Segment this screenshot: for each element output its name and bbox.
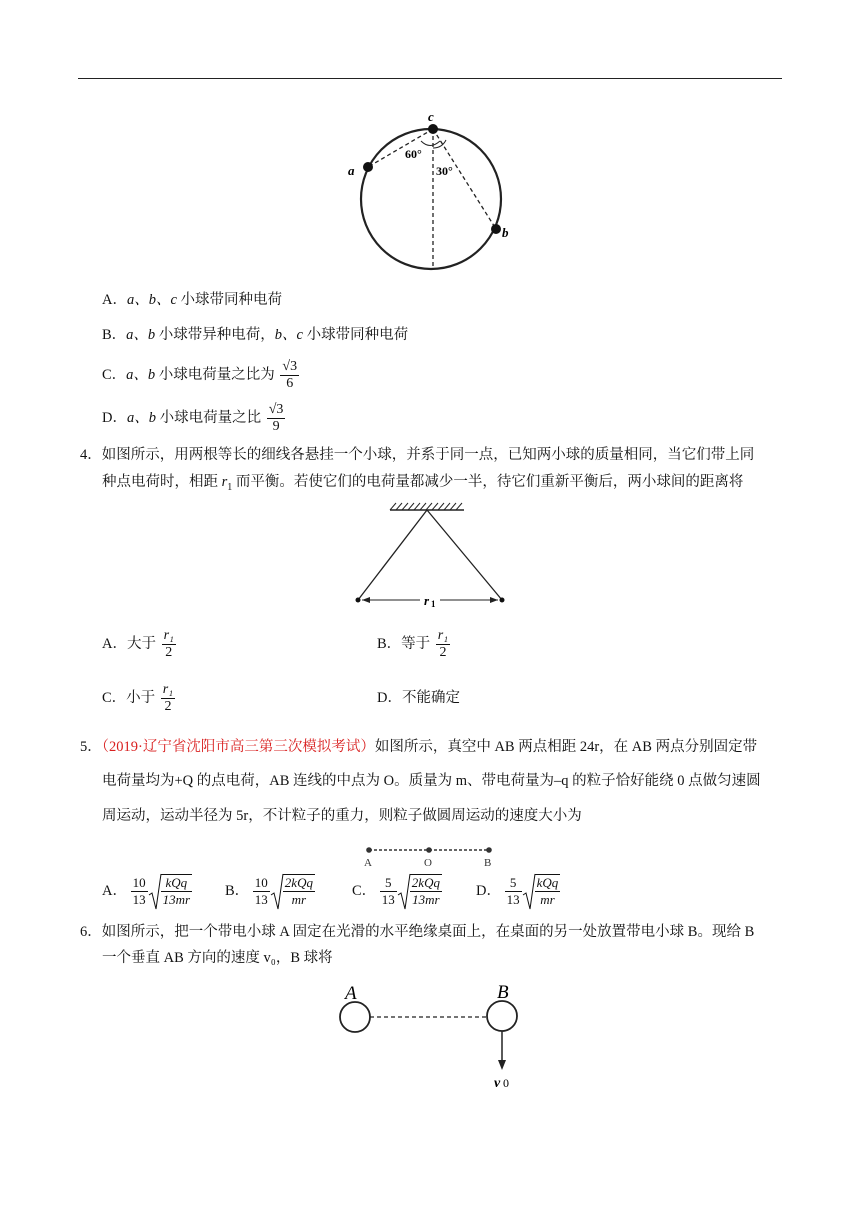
angle-60-label: 60°	[405, 147, 422, 161]
q4-line2: 种点电荷时，相距 $r_1$ 而平衡。若使它们的电荷量都减少一半，待它们重新平衡后，两小球间的距离将	[102, 474, 744, 493]
angle-30-label: 30°	[436, 164, 453, 178]
q5-option-d: D． $\frac{5}{13}$ $\frac{\text{kQq}}{mr}$	[476, 875, 559, 907]
q6-line1: 6．如图所示，把一个带电小球 A 固定在光滑的水平绝缘桌面上，在桌面的另一处放置带电小球 B。现给 B	[80, 924, 755, 940]
label-a: a	[348, 163, 355, 178]
q3-option-a: A．a、b、c 小球带同种电荷	[102, 292, 283, 308]
q4-line1: 4．如图所示，用两根等长的细线各悬挂一个小球，并系于同一点，已知两小球的质量相同，当它们带上同	[80, 447, 755, 463]
point-b-label: B	[484, 857, 492, 869]
q5-line2: 电荷量均为+Q 的点电荷，AB 连线的中点为 O。质量为 m、带电荷量为–q 的粒子恰好能绕 0 点做匀速圆	[102, 773, 761, 789]
point-a-label: A	[364, 857, 372, 869]
q5-line3: 周运动，运动半径为 5r，不计粒子的重力，则粒子做圆周运动的速度大小为	[102, 808, 582, 824]
q5-source: （2019·辽宁省沈阳市高三第三次模拟考试）	[101, 739, 375, 755]
q5-line1: 5．（2019·辽宁省沈阳市高三第三次模拟考试）如图所示，真空中 AB 两点相距 24r，在 AB 两点分别固定带	[80, 739, 758, 755]
q5-option-c: C． $\frac{5}{13}$ $\frac{\text{2kQq}}{13mr}$	[352, 875, 440, 907]
q5-option-a: A． $\frac{10}{13}$ $\frac{\text{kQq}}{13mr}$	[102, 875, 191, 907]
svg-text:0: 0	[503, 1076, 509, 1090]
q6-line2: 一个垂直 AB 方向的速度 v₀，B 球将	[102, 950, 333, 966]
q4-option-b: B．等于 $\frac{\text{r₁}}{2}$	[377, 628, 449, 661]
q3-option-d: D．a、b 小球电荷量之比 $\frac{√3}{9}$	[102, 402, 284, 435]
label-b: b	[502, 225, 509, 240]
q4-option-c: C．小于 $\frac{\text{r₁}}{2}$	[102, 682, 174, 715]
q4-option-a: A．大于 $\frac{\text{r₁}}{2}$	[102, 628, 174, 661]
ball-a-label: A	[345, 983, 357, 1004]
svg-text:1: 1	[431, 599, 436, 609]
q3-option-c: C．a、b 小球电荷量之比为 $\frac{√3}{6}$	[102, 359, 298, 392]
r1-label: r	[424, 593, 430, 608]
point-o-label: O	[424, 857, 432, 869]
q5-option-b: B． $\frac{10}{13}$ $\frac{\text{2kQq}}{mr}$	[225, 875, 313, 907]
q4-option-d: D．不能确定	[377, 690, 460, 706]
label-c: c	[428, 109, 434, 124]
v0-label: v	[494, 1076, 501, 1091]
ball-b-label: B	[497, 982, 509, 1003]
q3-option-b: B．a、b 小球带异种电荷，b、c 小球带同种电荷	[102, 327, 409, 343]
